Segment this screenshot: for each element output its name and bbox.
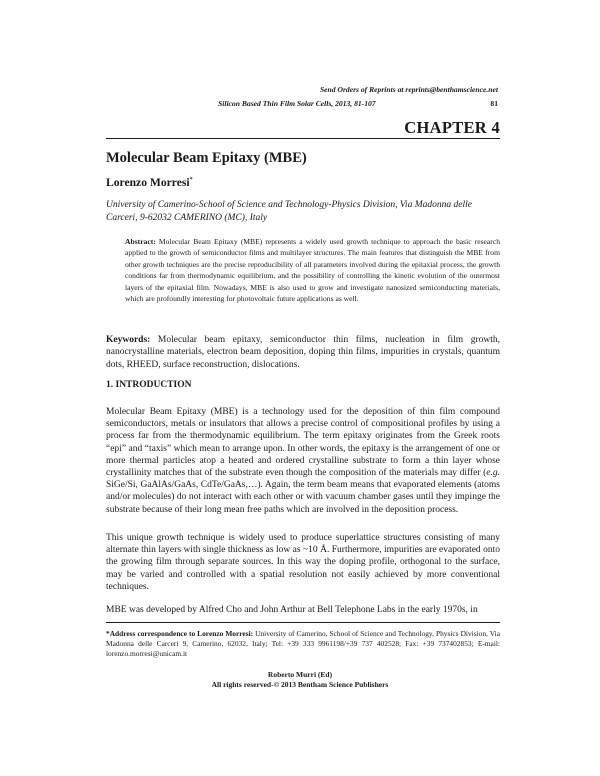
section-heading: 1. INTRODUCTION	[106, 380, 192, 390]
abstract-text: Molecular Beam Epitaxy (MBE) represents a widely used growth technique to approach the basic research applied to the growth of semiconductor films and multilayer structures. The main features that distinguish the MBE from other growth techniques are the precise reproducibility of all parameters involved during the epitaxial process, the growth conditions far from thermodynamic equilibrium, and the possibility of controlling the kinetic evolution of the outermost layers of the epitaxial film. Nowadays, MBE is also used to grow and investigate nanosized semiconducting materials, which are profoundly interesting for photovoltaic future applications as well.	[125, 237, 500, 304]
reprints-notice: Send Orders of Reprints at reprints@benthamscience.net	[319, 85, 498, 94]
paragraph-1-eg: e.g.	[486, 468, 500, 479]
paragraph-1-part-1: Molecular Beam Epitaxy (MBE) is a technology used for the deposition of thin film compound semiconductors, metals or insulators that allows a precise control of compositional profiles by using a process far from the thermodynamic equilibrium. The term epitaxy originates from the Greek roots “epi” and “taxis” which mean to arrange upon. In other words, the epitaxy is the arrangement of one or more thermal particles atop a heated and ordered crystalline substrate to form a thin layer whose crystallinity matches that of the substrate even though the composition of the materials may differ (	[106, 407, 500, 479]
keywords-label: Keywords:	[106, 335, 151, 345]
chapter-label: CHAPTER 4	[404, 118, 500, 137]
author	[106, 176, 193, 189]
paragraph-2: This unique growth technique is widely used to produce superlattice structures consisting of many alternate thin layers with single thickness as low as ~10 Å. Furthermore, impurities are evaporated onto the growing film through separate sources. In this way the doping profile, orthogonal to the surface, may be varied and controlled with a spatial resolution not easily achieved by more conventional techniques.	[106, 533, 500, 592]
editor-line: Roberto Murri (Ed)	[267, 670, 333, 679]
abstract	[125, 236, 500, 304]
affiliation: University of Camerino-School of Science and Technology-Physics Division, Via Madonna delle Carceri, 9-62032 CAMERINO (MC), Italy	[106, 200, 472, 223]
keywords-text: Molecular beam epitaxy, semiconductor thin films, nucleation in film growth, nanocrystalline materials, electron beam deposition, doping thin films, impurities in crystals, quantum dots, RHEED, surface reconstruction, dislocations.	[106, 335, 501, 370]
chapter-rule	[106, 138, 500, 139]
footnote	[106, 629, 500, 659]
footnote-label: *Address correspondence to Lorenzo Morresi:	[106, 629, 254, 638]
footnote-text: University of Camerino, School of Science and Technology, Physics Division, Via Madonna delle Carceri 9, Camerino, 62032, Italy; Tel: +39 333 9961198/+39 737 402528; Fax: +39 737402853; E-mail: lorenzo.morresi@unicam.it	[106, 629, 500, 658]
rights-line: All rights reserved-© 2013 Bentham Science Publishers	[211, 680, 389, 689]
running-title: Silicon Based Thin Film Solar Cells, 2013, 81-107	[218, 99, 376, 108]
page-number: 81	[490, 99, 498, 108]
paper-title: Molecular Beam Epitaxy (MBE)	[106, 150, 307, 166]
paragraph-1-part-2: SiGe/Si, GaAlAs/GaAs, CdTe/GaAs,…). Again, the term beam means that evaporated elements (atoms and/or molecules) do not interact with each other or with vacuum chamber gases until they impinge the substrate because of their long mean free paths which are involved in the deposition process.	[106, 480, 500, 515]
abstract-label: Abstract:	[125, 237, 156, 246]
footnote-rule	[106, 622, 500, 623]
keywords	[106, 334, 500, 371]
running-header	[218, 99, 498, 108]
paragraph-1	[106, 406, 500, 516]
author-name: Lorenzo Morresi	[106, 176, 190, 189]
author-mark: *	[189, 177, 193, 184]
paragraph-3: MBE was developed by Alfred Cho and John Arthur at Bell Telephone Labs in the early 1970s, in	[106, 605, 478, 615]
